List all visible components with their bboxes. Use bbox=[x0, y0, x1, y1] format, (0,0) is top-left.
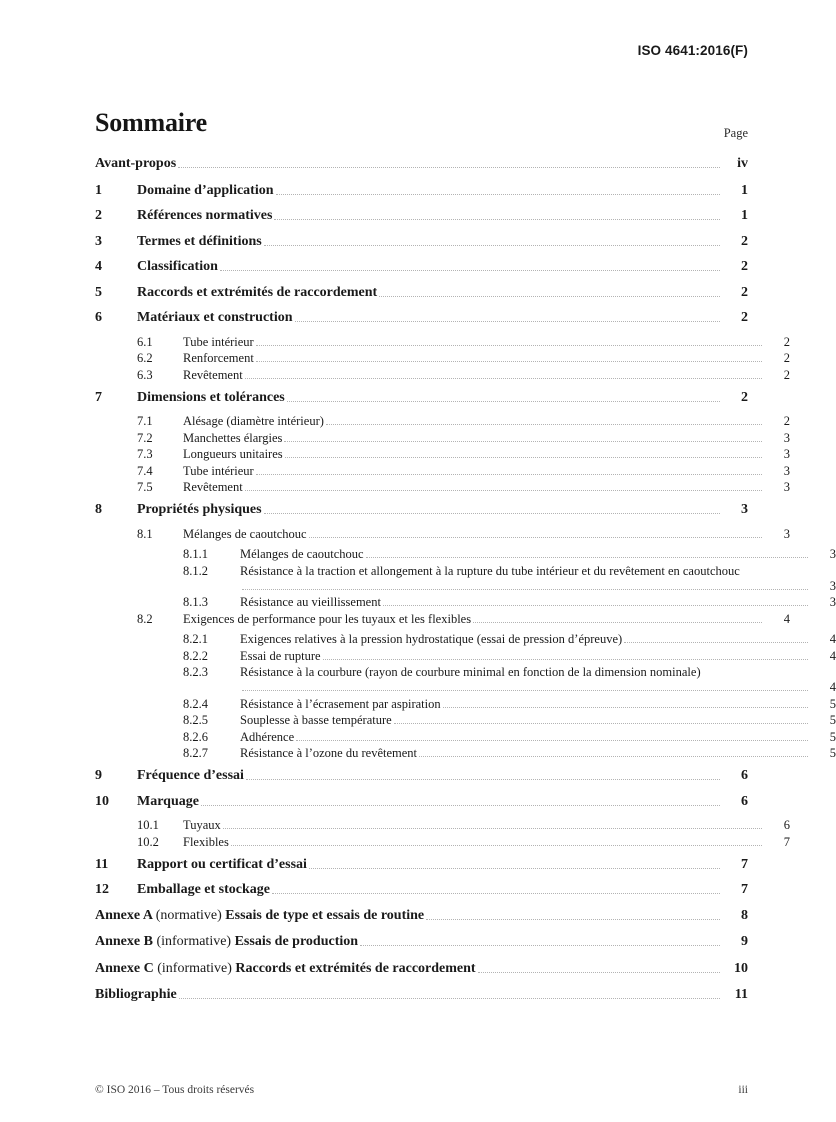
toc-entry-label: Exigences relatives à la pression hydrostatique (essai de pression d’épreuve) bbox=[240, 632, 623, 646]
toc-entry-body bbox=[240, 632, 836, 647]
toc-entry-label: Mélanges de caoutchouc bbox=[183, 526, 307, 541]
toc-entry-body bbox=[183, 431, 790, 446]
toc-entry[interactable] bbox=[95, 501, 748, 519]
toc-entry-label: Alésage (diamètre intérieur) bbox=[183, 414, 324, 428]
toc-entry-number: 7.3 bbox=[137, 447, 153, 461]
toc-entry-body bbox=[183, 335, 790, 350]
toc-entry-page-number: 6 bbox=[741, 793, 748, 809]
toc-entry-page-number: 2 bbox=[741, 389, 748, 405]
toc-entry-label: Raccords et extrémités de raccordement bbox=[137, 284, 378, 300]
toc-entry-label: Revêtement bbox=[183, 480, 243, 494]
toc-title-row bbox=[95, 108, 748, 142]
toc-entry[interactable] bbox=[95, 818, 790, 833]
toc-entry-label: Termes et définitions bbox=[137, 233, 262, 249]
toc-entry[interactable] bbox=[95, 907, 748, 925]
toc-entry[interactable] bbox=[95, 767, 748, 785]
toc-entry-label: Longueurs unitaires bbox=[183, 447, 283, 461]
toc-entry-number: 7.1 bbox=[137, 414, 153, 428]
toc-entry[interactable] bbox=[95, 431, 790, 446]
toc-entry[interactable] bbox=[95, 284, 748, 302]
toc-entry-page-number: 6 bbox=[783, 818, 790, 832]
toc-dot-leader bbox=[360, 944, 720, 946]
toc-entry-page-number: 1 bbox=[741, 208, 748, 223]
toc-entry-number: 10 bbox=[95, 793, 109, 809]
toc-entry-label: Annexe B (informative) Essais de production bbox=[95, 934, 359, 949]
toc-entry-page-number: 3 bbox=[783, 526, 790, 541]
toc-entry-body bbox=[240, 595, 836, 610]
toc-dot-leader bbox=[245, 377, 762, 379]
toc-dot-leader bbox=[179, 997, 720, 999]
toc-dot-leader bbox=[478, 971, 720, 973]
toc-entry[interactable] bbox=[95, 793, 748, 811]
toc-entry-body bbox=[95, 960, 748, 978]
toc-entry[interactable] bbox=[95, 564, 836, 594]
toc-entry-number: 6.3 bbox=[137, 367, 153, 382]
toc-dot-leader bbox=[245, 489, 762, 491]
toc-entry-label: Annexe A (normative) Essais de type et essais de routine bbox=[95, 907, 425, 923]
toc-entry-label: Bibliographie bbox=[95, 987, 177, 1002]
toc-entry-body bbox=[240, 649, 836, 664]
table-of-contents bbox=[95, 155, 836, 1013]
toc-entry[interactable] bbox=[95, 713, 836, 728]
toc-entry-label: Propriétés physiques bbox=[137, 502, 262, 517]
toc-entry-label: Résistance à l’écrasement par aspiration bbox=[240, 696, 441, 711]
toc-dot-leader bbox=[473, 621, 762, 623]
toc-entry[interactable] bbox=[95, 746, 836, 761]
toc-dot-leader bbox=[443, 706, 808, 708]
toc-entry-page-number: 3 bbox=[783, 447, 790, 461]
page-column-label: Page bbox=[723, 126, 748, 140]
toc-entry-body bbox=[137, 258, 748, 276]
toc-entry[interactable] bbox=[95, 480, 790, 495]
toc-entry-label: Marquage bbox=[137, 793, 199, 809]
toc-entry-page-number: 7 bbox=[741, 856, 748, 872]
toc-entry[interactable] bbox=[95, 960, 748, 978]
toc-entry-page-number: 2 bbox=[741, 310, 748, 325]
toc-entry-label: Résistance à la traction et allongement à la rupture du tube intérieur et du revêtement en caoutchouc bbox=[240, 563, 740, 578]
toc-entry-label: Souplesse à basse température bbox=[240, 713, 392, 727]
toc-entry-body bbox=[95, 986, 748, 1004]
toc-entry-label: Fréquence d’essai bbox=[137, 768, 244, 783]
toc-dot-leader bbox=[285, 456, 762, 458]
page-footer bbox=[95, 1084, 748, 1100]
toc-entry-number: 5 bbox=[95, 284, 102, 300]
toc-entry-page-number: 4 bbox=[829, 632, 836, 646]
toc-entry-body bbox=[240, 713, 836, 728]
toc-entry-page-number: 5 bbox=[829, 713, 836, 727]
toc-entry[interactable] bbox=[95, 389, 748, 407]
toc-entry[interactable] bbox=[95, 368, 790, 383]
toc-entry-page-number: 2 bbox=[783, 334, 790, 349]
toc-dot-leader bbox=[366, 556, 808, 558]
toc-entry-number: 8.2.2 bbox=[183, 648, 208, 663]
toc-entry[interactable] bbox=[95, 207, 748, 225]
toc-dot-leader bbox=[284, 440, 762, 442]
toc-entry-body bbox=[95, 155, 748, 173]
toc-entry[interactable] bbox=[95, 527, 790, 542]
toc-entry[interactable] bbox=[95, 612, 790, 627]
toc-entry-page-number: 2 bbox=[783, 351, 790, 365]
toc-entry[interactable] bbox=[95, 649, 836, 664]
toc-entry-page-number: 7 bbox=[741, 882, 748, 897]
toc-dot-leader bbox=[287, 400, 720, 402]
toc-entry-body bbox=[137, 856, 748, 874]
toc-entry-number: 7.5 bbox=[137, 480, 153, 494]
toc-entry-body bbox=[137, 309, 748, 327]
toc-entry-number: 3 bbox=[95, 233, 102, 249]
toc-entry-page-number: 2 bbox=[741, 233, 748, 249]
toc-entry-body bbox=[240, 730, 836, 745]
toc-entry-page-number: 8 bbox=[741, 907, 748, 923]
toc-entry[interactable] bbox=[95, 182, 748, 200]
copyright-notice: © ISO 2016 – Tous droits réservés bbox=[95, 1084, 255, 1096]
toc-entry-tail bbox=[240, 579, 836, 594]
toc-entry[interactable] bbox=[95, 309, 748, 327]
toc-entry-label: Classification bbox=[137, 259, 218, 274]
toc-entry-page-number: 7 bbox=[783, 834, 790, 849]
toc-entry-label: Références normatives bbox=[137, 208, 273, 223]
toc-entry-number: 8.1 bbox=[137, 526, 153, 541]
toc-entry-number: 1 bbox=[95, 182, 102, 198]
toc-dot-leader bbox=[256, 360, 762, 362]
toc-entry-number: 6.1 bbox=[137, 334, 153, 349]
toc-entry-label: Rapport ou certificat d’essai bbox=[137, 856, 307, 872]
toc-entry-number: 7 bbox=[95, 389, 102, 405]
toc-dot-leader bbox=[246, 778, 720, 780]
toc-entry[interactable] bbox=[95, 881, 748, 899]
toc-entry-label: Dimensions et tolérances bbox=[137, 389, 285, 405]
toc-dot-leader bbox=[256, 473, 762, 475]
toc-dot-leader bbox=[264, 244, 720, 246]
page-folio: iii bbox=[738, 1084, 748, 1096]
toc-dot-leader bbox=[323, 658, 808, 660]
toc-entry-body bbox=[137, 182, 748, 200]
toc-entry-label: Annexe C (informative) Raccords et extrémités de raccordement bbox=[95, 960, 476, 976]
toc-entry-body bbox=[183, 480, 790, 495]
toc-entry-label: Résistance à la courbure (rayon de courbure minimal en fonction de la dimension nominale) bbox=[240, 665, 701, 679]
toc-entry-body bbox=[137, 881, 748, 899]
toc-dot-leader bbox=[274, 218, 720, 220]
toc-entry-label: Renforcement bbox=[183, 351, 254, 365]
toc-entry[interactable] bbox=[95, 547, 836, 562]
toc-dot-leader bbox=[231, 844, 762, 846]
toc-entry-number: 4 bbox=[95, 259, 102, 274]
toc-dot-leader bbox=[326, 423, 762, 425]
toc-entry[interactable] bbox=[95, 233, 748, 251]
toc-entry-number: 11 bbox=[95, 856, 109, 872]
toc-dot-leader bbox=[296, 739, 808, 741]
toc-dot-leader bbox=[394, 722, 808, 724]
toc-entry-number: 8.2.7 bbox=[183, 746, 208, 760]
toc-dot-leader bbox=[309, 867, 720, 869]
toc-entry-page-number: 2 bbox=[783, 367, 790, 382]
toc-entry-label: Domaine d’application bbox=[137, 182, 274, 198]
toc-dot-leader bbox=[223, 827, 762, 829]
toc-entry[interactable] bbox=[95, 986, 748, 1004]
toc-entry[interactable] bbox=[95, 933, 748, 951]
toc-entry-tail bbox=[240, 680, 836, 695]
toc-entry-label: Adhérence bbox=[240, 729, 295, 744]
toc-entry-page-number: 2 bbox=[741, 259, 748, 274]
toc-entry-body bbox=[183, 612, 790, 627]
toc-entry-number: 8.2.5 bbox=[183, 713, 208, 727]
toc-entry-label: Résistance à l’ozone du revêtement bbox=[240, 746, 418, 760]
toc-entry[interactable] bbox=[95, 414, 790, 429]
toc-dot-leader bbox=[624, 641, 808, 643]
toc-entry-number: 8 bbox=[95, 502, 102, 517]
toc-entry-page-number: 9 bbox=[741, 934, 748, 949]
toc-entry[interactable] bbox=[95, 697, 836, 712]
toc-dot-leader bbox=[379, 295, 720, 297]
toc-entry-number: 10.1 bbox=[137, 818, 159, 832]
toc-entry-page-number: 6 bbox=[741, 768, 748, 783]
toc-dot-leader bbox=[242, 689, 808, 691]
toc-entry-body bbox=[183, 818, 790, 833]
toc-entry[interactable] bbox=[95, 856, 748, 874]
toc-entry-body bbox=[183, 835, 790, 850]
toc-entry-label: Résistance au vieillissement bbox=[240, 595, 381, 609]
toc-entry[interactable] bbox=[95, 665, 836, 695]
toc-entry-page-number: 10 bbox=[734, 960, 748, 976]
toc-entry[interactable] bbox=[95, 155, 748, 173]
toc-entry-body bbox=[183, 527, 790, 542]
toc-entry-page-number: 4 bbox=[783, 611, 790, 626]
toc-entry-body bbox=[240, 665, 836, 695]
toc-dot-leader bbox=[426, 918, 720, 920]
toc-entry-label: Essai de rupture bbox=[240, 648, 321, 663]
toc-entry[interactable] bbox=[95, 632, 836, 647]
toc-entry-number: 7.4 bbox=[137, 463, 153, 478]
toc-entry-body bbox=[183, 368, 790, 383]
toc-entry-label: Flexibles bbox=[183, 834, 229, 849]
toc-entry-page-number: iv bbox=[737, 156, 748, 171]
toc-entry-body bbox=[240, 564, 836, 594]
toc-entry-number: 2 bbox=[95, 208, 102, 223]
toc-entry-label: Mélanges de caoutchouc bbox=[240, 547, 364, 561]
toc-entry-number: 7.2 bbox=[137, 430, 153, 445]
toc-entry-page-number: 3 bbox=[829, 578, 836, 593]
toc-entry-page-number: 3 bbox=[783, 430, 790, 445]
toc-entry-page-number: 3 bbox=[829, 547, 836, 561]
toc-entry[interactable] bbox=[95, 447, 790, 462]
toc-entry-body bbox=[183, 464, 790, 479]
toc-entry[interactable] bbox=[95, 835, 790, 850]
toc-entry-number: 8.1.3 bbox=[183, 595, 208, 609]
toc-dot-leader bbox=[201, 804, 720, 806]
toc-entry[interactable] bbox=[95, 351, 790, 366]
toc-dot-leader bbox=[309, 536, 762, 538]
toc-entry-body bbox=[240, 547, 836, 562]
toc-entry-number: 10.2 bbox=[137, 834, 159, 849]
toc-entry[interactable] bbox=[95, 464, 790, 479]
toc-dot-leader bbox=[256, 344, 762, 346]
toc-entry-label: Revêtement bbox=[183, 367, 243, 382]
toc-entry-page-number: 3 bbox=[829, 595, 836, 609]
toc-entry-number: 8.2.1 bbox=[183, 632, 208, 646]
toc-entry[interactable] bbox=[95, 335, 790, 350]
toc-entry-page-number: 5 bbox=[829, 729, 836, 744]
toc-entry-body bbox=[137, 767, 748, 785]
toc-entry-number: 8.1.1 bbox=[183, 547, 208, 561]
toc-entry-number: 6 bbox=[95, 310, 102, 325]
toc-entry-body bbox=[183, 447, 790, 462]
toc-entry-label: Tube intérieur bbox=[183, 463, 254, 478]
toc-entry-label: Exigences de performance pour les tuyaux et les flexibles bbox=[183, 611, 472, 626]
toc-entry-body bbox=[137, 389, 748, 407]
toc-entry-body bbox=[95, 933, 748, 951]
toc-dot-leader bbox=[276, 193, 720, 195]
toc-entry-body bbox=[137, 284, 748, 302]
toc-dot-leader bbox=[220, 269, 720, 271]
toc-entry-page-number: 3 bbox=[783, 480, 790, 494]
toc-entry-number: 12 bbox=[95, 882, 109, 897]
toc-entry-number: 8.2.3 bbox=[183, 665, 208, 679]
toc-entry-label: Manchettes élargies bbox=[183, 430, 283, 445]
toc-dot-leader bbox=[178, 166, 720, 168]
toc-entry-body bbox=[240, 746, 836, 761]
toc-entry-body bbox=[137, 501, 748, 519]
toc-entry-body bbox=[137, 233, 748, 251]
toc-dot-leader bbox=[383, 604, 808, 606]
toc-entry[interactable] bbox=[95, 258, 748, 276]
toc-entry-label: Emballage et stockage bbox=[137, 882, 270, 897]
toc-entry-body bbox=[95, 907, 748, 925]
toc-entry-label: Tube intérieur bbox=[183, 334, 254, 349]
toc-dot-leader bbox=[419, 755, 808, 757]
toc-entry-page-number: 5 bbox=[829, 746, 836, 760]
toc-entry-label: Tuyaux bbox=[183, 818, 221, 832]
toc-entry-label: Matériaux et construction bbox=[137, 310, 293, 325]
toc-entry-body bbox=[137, 207, 748, 225]
toc-entry-body bbox=[240, 697, 836, 712]
toc-dot-leader bbox=[242, 588, 808, 590]
page-title: Sommaire bbox=[95, 108, 208, 137]
toc-entry-number: 6.2 bbox=[137, 351, 153, 365]
toc-entry-page-number: 11 bbox=[734, 987, 748, 1002]
toc-entry-page-number: 2 bbox=[741, 284, 748, 300]
toc-entry-label: Avant-propos bbox=[95, 156, 177, 171]
toc-entry-number: 8.2 bbox=[137, 611, 153, 626]
toc-entry-page-number: 3 bbox=[783, 463, 790, 478]
toc-dot-leader bbox=[295, 320, 720, 322]
toc-entry-body bbox=[183, 351, 790, 366]
document-header-reference: ISO 4641:2016(F) bbox=[637, 43, 748, 58]
toc-entry-page-number: 3 bbox=[741, 502, 748, 517]
toc-entry-page-number: 2 bbox=[783, 414, 790, 428]
toc-entry-body bbox=[183, 414, 790, 429]
toc-entry-number: 8.1.2 bbox=[183, 563, 208, 578]
toc-entry-number: 8.2.4 bbox=[183, 696, 208, 711]
toc-entry-number: 9 bbox=[95, 768, 102, 783]
toc-entry-page-number: 4 bbox=[829, 680, 836, 694]
toc-entry-body bbox=[137, 793, 748, 811]
toc-dot-leader bbox=[272, 892, 720, 894]
toc-entry[interactable] bbox=[95, 595, 836, 610]
toc-entry-page-number: 4 bbox=[829, 648, 836, 663]
toc-entry[interactable] bbox=[95, 730, 836, 745]
toc-entry-page-number: 1 bbox=[741, 182, 748, 198]
toc-dot-leader bbox=[264, 512, 720, 514]
toc-entry-number: 8.2.6 bbox=[183, 729, 208, 744]
toc-entry-page-number: 5 bbox=[829, 696, 836, 711]
